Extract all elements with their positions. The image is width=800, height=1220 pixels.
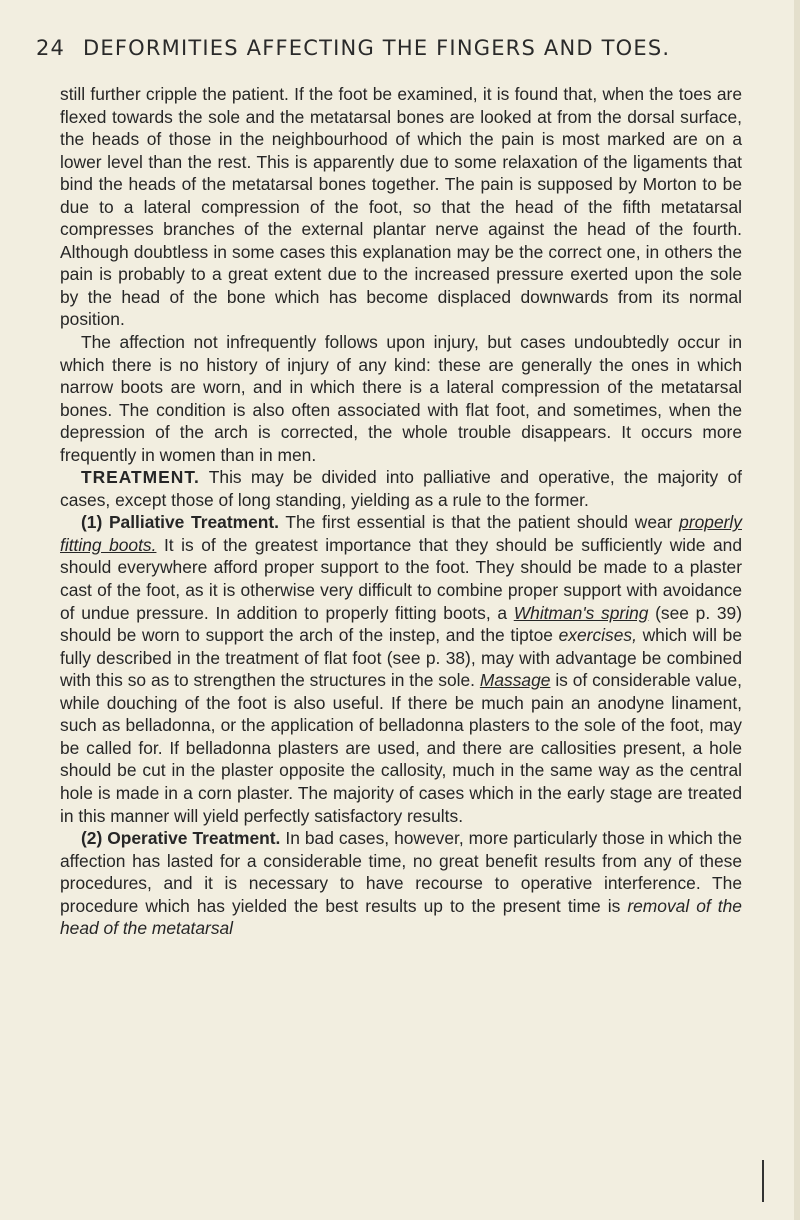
operative-text-1: In bad cases, however, more particularly those in which the affection has lasted for a considerable time, no great benefit results from any of these procedures, and it is necessary to have recourse to operative interference. The procedure which has yielded the best results up to the present time is — [60, 828, 742, 916]
palliative-text-5: is of considerable value, while douching of the foot is also useful. If there be much pain an anodyne linament, such as belladonna, or the application of belladonna plasters to the sole of the foot, may be called for. If belladonna plasters are used, and there are callosities present, a hole should be cut in the plaster opposite the callosity, much in the same way as the central hole is made in a corn plaster. The majority of cases which in the early stage are treated in this manner will yield perfectly satisfactory results. — [60, 670, 742, 826]
body-text — [60, 83, 742, 940]
removal-emphasis: removal of the head of the metatarsal — [60, 895, 742, 939]
palliative-text-4: which will be fully described in the treatment of flat foot (see p. 38), may with advantage be combined with this so as to strengthen the structures in the sole. — [60, 625, 742, 691]
treatment-paragraph — [60, 466, 742, 511]
palliative-heading: (1) Palliative Treatment. — [81, 512, 279, 533]
treatment-heading: TREATMENT. — [81, 467, 200, 488]
paragraph-1: still further cripple the patient. If the foot be examined, it is found that, when the toes are flexed towards the sole and the metatarsal bones are looked at from the dorsal surface, the heads of those in the neighbourhood of which the pain is most marked are on a lower level than the rest. This is apparently due to some relaxation of the ligaments that bind the heads of the metatarsal bones together. The pain is supposed by Morton to be due to a lateral compression of the foot, so that the head of the fifth metatarsal compresses branches of the external plantar nerve against the head of the fourth. Although doubtless in some cases this explanation may be the correct one, in others the pain is probably to a great extent due to the increased pressure exerted upon the sole by the head of the bone which has become displaced downwards from its normal position. — [60, 84, 742, 330]
palliative-text-3: (see p. 39) should be worn to support the arch of the instep, and the tiptoe — [60, 602, 743, 646]
paragraph-2: The affection not infrequently follows upon injury, but cases undoubtedly occur in which there is no history of injury of any kind: these are generally the ones in which narrow boots are worn, and in which there is a lateral compression of the metatarsal bones. The condition is also often associated with flat foot, and sometimes, when the depression of the arch is corrected, the whole trouble disappears. It occurs more frequently in women than in men. — [60, 332, 742, 465]
massage-emphasis: Massage — [479, 670, 551, 691]
whitmans-spring-emphasis: Whitman's spring — [513, 602, 649, 623]
palliative-paragraph — [60, 511, 742, 827]
page-edge — [794, 0, 800, 1220]
boots-emphasis: properly fitting boots. — [60, 512, 742, 555]
palliative-text-1: The first essential is that the patient should wear — [279, 512, 680, 533]
operative-paragraph — [60, 827, 742, 940]
palliative-text-2: It is of the greatest importance that they should be sufficiently wide and should everywhere afford proper support to the foot. They should be made to a plaster cast of the foot, as it is otherwise very difficult to combine proper support with avoidance of undue pressure. In addition to properly fitting boots, a — [60, 534, 742, 623]
chapter-title: DEFORMITIES AFFECTING THE FINGERS AND TOES. — [83, 36, 671, 60]
margin-rule — [762, 1160, 764, 1202]
treatment-text: This may be divided into palliative and operative, the majority of cases, except those of long standing, yielding as a rule to the former. — [60, 467, 742, 510]
exercises-emphasis: exercises, — [558, 625, 637, 646]
page-number: 24 — [36, 36, 66, 60]
operative-heading: (2) Operative Treatment. — [81, 828, 281, 849]
running-header — [36, 36, 796, 60]
